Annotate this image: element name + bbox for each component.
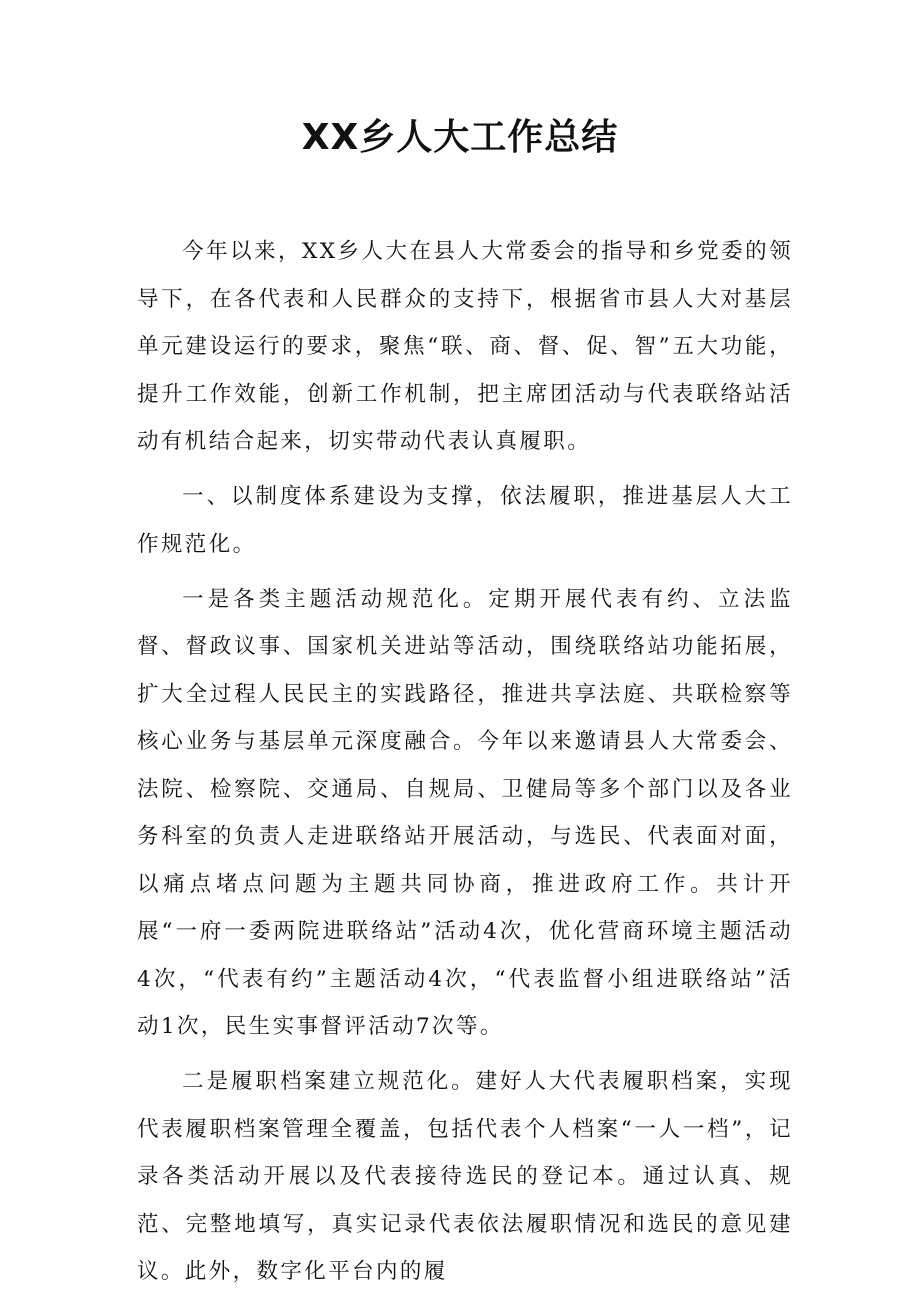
paragraph-activities: 一是各类主题活动规范化。定期开展代表有约、立法监督、督政议事、国家机关进站等活动，围绕联络站功能拓展，扩大全过程人民民主的实践路径，推进共享法庭、共联检察等核心业务与基层单元深度融合。今年以来邀请县人大常委会、法院、检察院、交通局、自规局、卫健局等多个部门以及各业务科室的负责人走进联络站开展活动，与选民、代表面对面，以痛点堵点问题为主题共同协商，推进政府工作。共计开展“一府一委两院进联络站”活动4次，优化营商环境主题活动4次，“代表有约”主题活动4次，“代表监督小组进联络站”活动1次，民生实事督评活动7次等。 bbox=[137, 586, 793, 1039]
section-heading-1: 一、以制度体系建设为支撑，依法履职，推进基层人大工作规范化。 bbox=[137, 484, 793, 557]
document-body bbox=[137, 228, 793, 1303]
paragraph-archives: 二是履职档案建立规范化。建好人大代表履职档案，实现代表履职档案管理全覆盖，包括代表个人档案“一人一档”，记录各类活动开展以及代表接待选民的登记本。通过认真、规范、完整地填写，真实记录代表依法履职情况和选民的意见建议。此外，数字化平台内的履 bbox=[137, 1069, 793, 1284]
document-title: XX乡人大工作总结 bbox=[301, 117, 619, 158]
paragraph-intro: 今年以来，XX乡人大在县人大常委会的指导和乡党委的领导下，在各代表和人民群众的支持下，根据省市县人大对基层单元建设运行的要求，聚焦“联、商、督、促、智”五大功能，提升工作效能，创新工作机制，把主席团活动与代表联络站活动有机结合起来，切实带动代表认真履职。 bbox=[137, 239, 793, 454]
